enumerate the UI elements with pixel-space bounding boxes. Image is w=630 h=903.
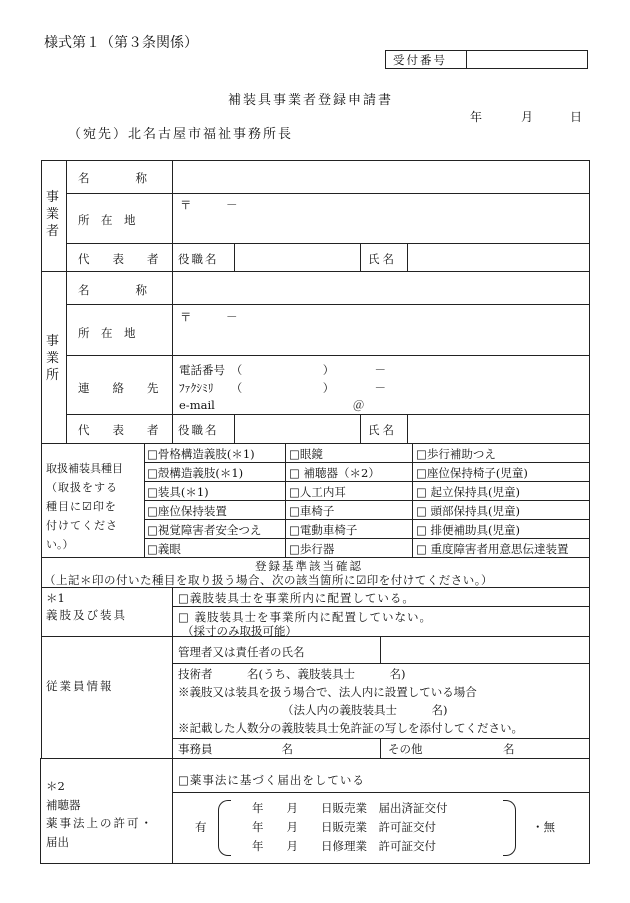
item-checkbox[interactable]: □座位保持装置 (147, 504, 227, 518)
office-email[interactable]: e-mail ＠ (179, 398, 365, 412)
table-border-left (40, 758, 41, 864)
office-char: 所 (46, 368, 60, 383)
manager-label: 管理者又は責任者の氏名 (178, 645, 305, 659)
divider (360, 414, 361, 443)
operator-name-field[interactable] (174, 163, 588, 192)
criteria-title: 登録基準該当確認 (255, 559, 363, 573)
operator-postal-mark: 〒 － (180, 198, 238, 212)
office-fullname-label: 氏名 (368, 423, 397, 437)
hearing-aid-label: 補聴器 (46, 798, 81, 812)
item-checkbox[interactable]: □骨格構造義肢(＊1) (147, 447, 255, 461)
addressee: （宛先）北名古屋市福祉事務所長 (68, 127, 294, 142)
divider (41, 636, 590, 637)
prosthetics-option-2-note: （採寸のみ取扱可能） (182, 624, 297, 638)
divider (172, 792, 590, 793)
item-checkbox[interactable]: □ 排便補助具(児童) (416, 523, 520, 537)
prosthetics-label: 義肢及び装具 (46, 608, 127, 622)
office-phone[interactable]: 電話番号 （ ） － (179, 363, 386, 377)
hearing-aid-line-2[interactable]: 年 月 日販売業 許可証交付 (252, 820, 436, 834)
item-checkbox[interactable]: □ 重度障害者用意思伝達装置 (416, 542, 569, 556)
divider (380, 636, 381, 663)
divider (144, 500, 590, 501)
other-count[interactable]: その他 名 (388, 742, 515, 756)
table-border-top (41, 160, 590, 161)
divider (385, 50, 386, 69)
item-checkbox[interactable]: □ 頭部保持具(児童) (416, 504, 520, 518)
divider (66, 243, 590, 244)
date-year-label: 年 (470, 110, 483, 124)
hearing-aid-mark: ＊2 (46, 779, 65, 793)
item-checkbox[interactable]: □義眼 (147, 542, 181, 556)
divider (172, 587, 173, 863)
manager-field[interactable] (382, 638, 587, 661)
divider (234, 414, 235, 443)
item-checkbox[interactable]: □電動車椅子 (289, 523, 358, 537)
criteria-note: （上記＊印の付いた種目を取り扱う場合、次の該当箇所に☑印を付けてください。） (44, 573, 494, 587)
office-name-field[interactable] (174, 274, 588, 303)
receipt-number-label: 受付番号 (393, 53, 447, 67)
hearing-aid-line-1[interactable]: 年 月 日販売業 届出済証交付 (252, 801, 448, 815)
technician-note-2[interactable]: （法人内の義肢装具士 名) (282, 703, 448, 717)
items-label-line: 付けてくださ (46, 519, 118, 532)
operator-title-field[interactable] (236, 245, 358, 269)
divider (144, 462, 590, 463)
divider (66, 160, 67, 271)
hearing-aid-no[interactable]: ・無 (532, 820, 555, 834)
divider (587, 50, 588, 69)
divider (41, 271, 590, 272)
prosthetics-option-1[interactable]: □義肢装具士を事業所内に配置している。 (178, 591, 415, 605)
hearing-aid-yes[interactable]: 有 (195, 820, 207, 834)
divider (172, 160, 173, 271)
items-label-line: 種目に☑印を (46, 500, 117, 513)
form-number: 様式第１（第３条関係） (44, 35, 198, 51)
items-label-line: い。） (46, 538, 74, 551)
divider (407, 243, 408, 271)
operator-address-label: 所 在 地 (78, 213, 136, 227)
table-border-left (41, 160, 42, 759)
table-border-bottom (40, 863, 590, 864)
hearing-aid-line-3[interactable]: 年 月 日修理業 許可証交付 (252, 839, 436, 853)
page-title: 補装具事業者登録申請書 (228, 93, 394, 108)
business-operator-char: 業 (46, 207, 60, 222)
divider (144, 538, 590, 539)
item-checkbox[interactable]: □ 補聴器（＊2） (289, 466, 380, 480)
hearing-aid-permit-label: 薬事法上の許可・ (46, 816, 154, 830)
prosthetics-mark: ＊1 (46, 591, 65, 605)
business-operator-label (46, 189, 59, 240)
divider (380, 738, 381, 758)
business-operator-char: 者 (46, 224, 60, 239)
divider (172, 606, 590, 607)
technician-note-1: ※義肢又は装具を扱う場合で、法人内に設置している場合 (178, 685, 477, 699)
operator-fullname-label: 氏名 (368, 252, 397, 266)
items-label-line: （取扱をする (46, 481, 118, 494)
technician-note-3: ※記載した人数分の義肢装具士免許証の写しを添付してください。 (178, 721, 523, 735)
bracket-left-icon (218, 800, 231, 856)
items-label-line: 取扱補装具種目 (46, 462, 123, 475)
office-title-label: 役職名 (178, 423, 219, 437)
divider (144, 481, 590, 482)
divider (360, 243, 361, 271)
divider (234, 243, 235, 271)
office-char: 業 (46, 351, 60, 366)
divider (466, 50, 467, 69)
divider (172, 738, 590, 739)
office-postal-mark: 〒 － (180, 310, 238, 324)
staff-info-label: 従業員情報 (46, 679, 114, 693)
receipt-number-field[interactable] (470, 51, 584, 67)
office-address-field[interactable] (174, 326, 588, 353)
divider (144, 519, 590, 520)
divider (41, 758, 590, 759)
item-checkbox[interactable]: □視覚障害者安全つえ (147, 523, 262, 537)
operator-address-field[interactable] (174, 214, 588, 241)
clerk-count[interactable]: 事務員 名 (178, 742, 293, 756)
office-fullname-field[interactable] (409, 416, 587, 441)
item-checkbox[interactable]: □座位保持椅子(児童) (416, 466, 528, 480)
item-checkbox[interactable]: □歩行補助つえ (416, 447, 496, 461)
divider (407, 414, 408, 443)
office-name-label: 名 称 (78, 283, 147, 297)
date-month-label: 月 (521, 110, 534, 124)
bracket-right-icon (503, 800, 516, 856)
divider (41, 443, 590, 444)
item-checkbox[interactable]: □眼鏡 (289, 447, 323, 461)
item-checkbox[interactable]: □装具(＊1) (147, 485, 209, 499)
divider (172, 271, 173, 443)
office-contact-label: 連 絡 先 (78, 381, 159, 395)
item-checkbox[interactable]: □人工内耳 (289, 485, 346, 499)
prosthetics-option-2[interactable]: □ 義肢装具士を事業所内に配置していない。 (178, 610, 433, 624)
date-day-label: 日 (570, 110, 583, 124)
divider (66, 355, 590, 356)
operator-fullname-field[interactable] (409, 245, 587, 269)
operator-representative-label: 代 表 者 (78, 252, 159, 266)
divider (66, 414, 590, 415)
item-checkbox[interactable]: □車椅子 (289, 504, 335, 518)
technician-count[interactable]: 技術者 名(うち、義肢装具士 名) (178, 667, 406, 681)
item-checkbox[interactable]: □殻構造義肢(＊1) (147, 466, 244, 480)
items-label (46, 459, 123, 554)
item-checkbox[interactable]: □歩行器 (289, 542, 335, 556)
office-address-label: 所 在 地 (78, 326, 136, 340)
divider (172, 663, 590, 664)
item-checkbox[interactable]: □ 起立保持具(児童) (416, 485, 520, 499)
operator-title-label: 役職名 (178, 252, 219, 266)
office-label (46, 333, 59, 384)
office-title-field[interactable] (236, 416, 358, 441)
divider (66, 271, 67, 443)
divider (66, 193, 590, 194)
office-char: 事 (46, 334, 60, 349)
office-fax[interactable]: ﾌｧｸｼﾐﾘ （ ） － (179, 381, 386, 395)
business-operator-char: 事 (46, 190, 60, 205)
divider (385, 68, 588, 69)
hearing-aid-option-1[interactable]: □薬事法に基づく届出をしている (178, 773, 365, 787)
divider (66, 304, 590, 305)
office-representative-label: 代 表 者 (78, 423, 159, 437)
operator-name-label: 名 称 (78, 171, 147, 185)
hearing-aid-notice-label: 届出 (46, 835, 69, 849)
